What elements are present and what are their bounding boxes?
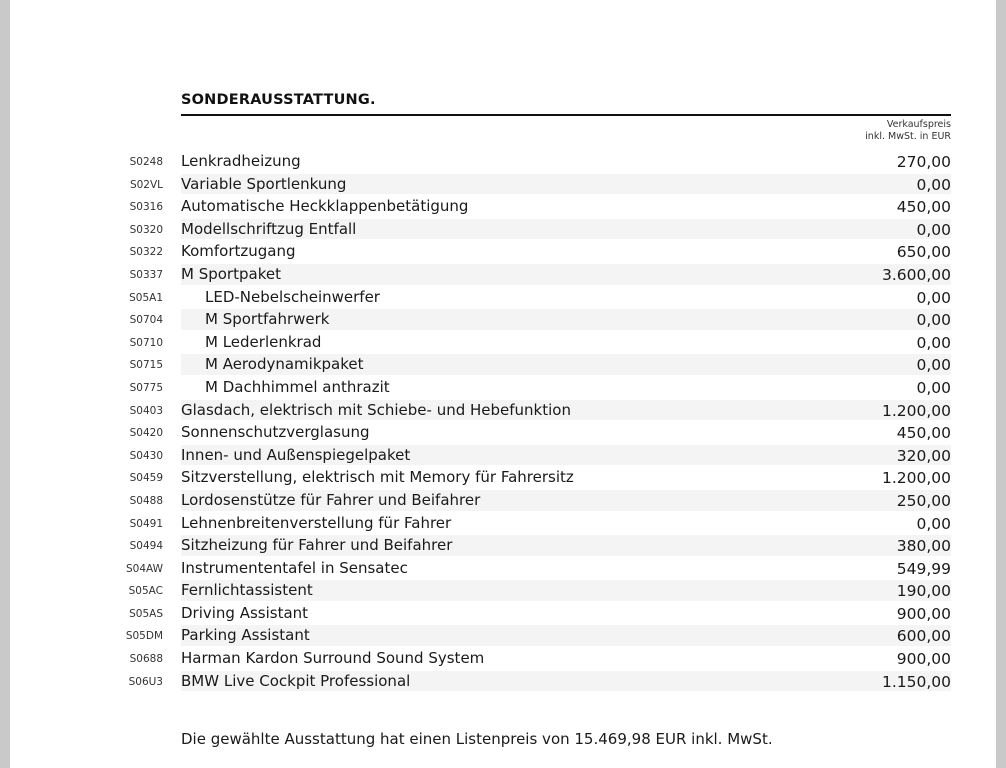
option-code: S0337 — [129, 268, 163, 281]
option-code: S0403 — [129, 404, 163, 417]
row-background — [181, 264, 951, 285]
option-price: 0,00 — [916, 514, 951, 533]
option-code: S0775 — [129, 381, 163, 394]
option-label: Driving Assistant — [181, 603, 309, 622]
option-code: S0715 — [129, 359, 163, 372]
option-price: 450,00 — [896, 198, 951, 217]
heading-rule — [181, 114, 951, 116]
option-code: S0459 — [129, 472, 163, 485]
option-code: S0494 — [129, 540, 163, 553]
option-code: S02VL — [129, 178, 163, 191]
option-code: S05AS — [129, 607, 163, 620]
equipment-row — [10, 624, 996, 647]
equipment-row — [10, 534, 996, 557]
option-label: Modellschriftzug Entfall — [181, 219, 357, 238]
price-column-header — [865, 119, 951, 143]
option-label: Komfortzugang — [181, 242, 296, 261]
option-label: M Sportpaket — [181, 264, 281, 283]
option-label: BMW Live Cockpit Professional — [181, 671, 411, 690]
option-price: 3.600,00 — [881, 265, 951, 284]
option-price: 0,00 — [916, 220, 951, 239]
option-price: 320,00 — [896, 446, 951, 465]
equipment-row — [10, 331, 996, 354]
option-price: 0,00 — [916, 356, 951, 375]
equipment-row — [10, 444, 996, 467]
option-price: 270,00 — [896, 153, 951, 171]
equipment-row — [10, 353, 996, 376]
equipment-row — [10, 399, 996, 422]
option-price: 0,00 — [916, 288, 951, 307]
option-code: S0248 — [129, 156, 163, 168]
option-code: S0491 — [129, 517, 163, 530]
option-label: Lenkradheizung — [181, 152, 301, 170]
equipment-row — [10, 647, 996, 670]
option-price: 549,99 — [896, 559, 951, 578]
document-page — [10, 0, 996, 768]
equipment-row — [10, 557, 996, 580]
option-code: S0488 — [129, 494, 163, 507]
option-price: 650,00 — [896, 243, 951, 262]
equipment-row — [10, 286, 996, 309]
equipment-row — [10, 466, 996, 489]
option-label: Innen- und Außenspiegelpaket — [181, 445, 411, 464]
option-price: 190,00 — [896, 582, 951, 601]
option-code: S0704 — [129, 314, 163, 327]
option-price: 1.150,00 — [881, 672, 951, 691]
section-heading: SONDERAUSSTATTUNG. — [181, 92, 376, 108]
package-sub-item-label: M Dachhimmel anthrazit — [205, 377, 390, 396]
option-price: 0,00 — [916, 175, 951, 194]
equipment-row — [10, 308, 996, 331]
option-price: 450,00 — [896, 424, 951, 443]
option-code: S04AW — [125, 562, 163, 575]
option-price: 900,00 — [896, 604, 951, 623]
equipment-row — [10, 602, 996, 625]
option-label: Sitzheizung für Fahrer und Beifahrer — [181, 536, 453, 555]
equipment-row — [10, 173, 996, 196]
option-price: 0,00 — [916, 378, 951, 397]
package-sub-item-label: M Lederlenkrad — [205, 332, 322, 351]
price-header-line1: Verkaufspreis — [886, 119, 951, 130]
equipment-row — [10, 376, 996, 399]
option-code: S0320 — [129, 223, 163, 236]
option-code: S0316 — [129, 201, 163, 214]
option-label: Sitzverstellung, elektrisch mit Memory für Fahrersitz — [181, 468, 574, 487]
option-price: 0,00 — [916, 311, 951, 330]
option-label: Lehnenbreitenverstellung für Fahrer — [181, 513, 452, 532]
equipment-list — [10, 150, 996, 692]
equipment-row — [10, 218, 996, 241]
option-label: Harman Kardon Surround Sound System — [181, 649, 485, 668]
option-price: 1.200,00 — [881, 469, 951, 488]
package-sub-item-label: LED-Nebelscheinwerfer — [205, 287, 380, 306]
option-code: S0322 — [129, 246, 163, 259]
equipment-row — [10, 421, 996, 444]
option-code: S0710 — [129, 336, 163, 349]
equipment-row — [10, 195, 996, 218]
option-code: S05AC — [128, 585, 163, 598]
option-label: Sonnenschutzverglasung — [181, 423, 370, 442]
option-label: Parking Assistant — [181, 626, 310, 645]
option-label: Variable Sportlenkung — [181, 174, 347, 193]
package-sub-item-label: M Sportfahrwerk — [205, 310, 330, 329]
option-code: S05A1 — [129, 291, 163, 304]
option-code: S0430 — [129, 449, 163, 462]
option-price: 1.200,00 — [881, 401, 951, 420]
option-code: S06U3 — [128, 675, 163, 688]
row-background — [181, 241, 951, 262]
option-label: Automatische Heckklappenbetätigung — [181, 197, 469, 216]
option-price: 900,00 — [896, 650, 951, 669]
option-label: Fernlichtassistent — [181, 581, 313, 600]
option-label: Instrumententafel in Sensatec — [181, 558, 408, 577]
option-price: 600,00 — [896, 627, 951, 646]
option-price: 380,00 — [896, 537, 951, 556]
equipment-row — [10, 670, 996, 693]
equipment-row — [10, 150, 996, 173]
option-code: S0688 — [129, 653, 163, 666]
option-price: 0,00 — [916, 333, 951, 352]
equipment-row — [10, 263, 996, 286]
equipment-row — [10, 240, 996, 263]
price-header-line2: inkl. MwSt. in EUR — [865, 131, 951, 142]
option-code: S05DM — [125, 630, 163, 643]
equipment-row — [10, 489, 996, 512]
list-price-summary: Die gewählte Ausstattung hat einen Listenpreis von 15.469,98 EUR inkl. MwSt. — [181, 730, 773, 748]
option-price: 250,00 — [896, 491, 951, 510]
option-label: Lordosenstütze für Fahrer und Beifahrer — [181, 490, 481, 509]
option-code: S0420 — [129, 427, 163, 440]
equipment-row — [10, 579, 996, 602]
option-label: Glasdach, elektrisch mit Schiebe- und Hebefunktion — [181, 400, 571, 419]
equipment-row — [10, 512, 996, 535]
package-sub-item-label: M Aerodynamikpaket — [205, 355, 364, 374]
